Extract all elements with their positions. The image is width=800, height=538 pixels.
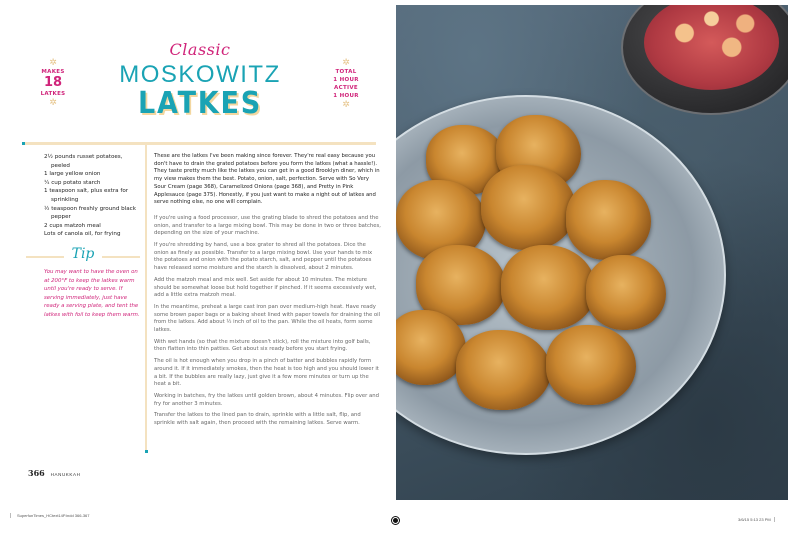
title-line-2: LATKES — [137, 86, 263, 121]
method-step: If you're using a food processor, use the grating blade to shred the potatoes and the onion, and transfer to a large mixing bowl. This may be done in two or three batches, depending on the size of your machine. — [154, 214, 381, 237]
yield-label: MAKES — [41, 69, 65, 75]
latke — [546, 325, 636, 405]
method-step: If you're shredding by hand, use a box grater to shred all the potatoes. Dice the onion as finely as possible. Transfer to a large mixing bowl. Use your hands to mix the potatoes and onion with the potato starch, salt, and pepper until the potatoes have released some moisture and the starch is dissolved, about 2 minutes. — [154, 242, 373, 272]
ingredient-item: Lots of canola oil, for frying — [44, 231, 121, 238]
ingredient-item: ¼ cup potato starch — [44, 179, 101, 186]
tip-text: You may want to have the oven on at 200°F to keep the latkes warm until you're ready to serve. If serving immediately, just have ready a serving plate, and tent the latkes with foil to keep them warm. — [44, 269, 140, 318]
active-time-label: ACTIVE — [334, 85, 358, 91]
tip-rule — [102, 256, 140, 258]
yield-value: 18 — [43, 75, 63, 90]
active-time-value: 1 HOUR — [333, 93, 359, 99]
title-line-1: MOSKOWITZ — [119, 61, 281, 88]
latke — [481, 165, 576, 250]
method-step: The oil is hot enough when you drop in a pinch of batter and bubbles rapidly form around it. If it immediately smokes, then the heat is too high and you should lower it a bit. If the bubbles are really lazy, just give it a few more minutes or turn up the heat a bit. — [154, 358, 379, 388]
ingredient-item: 2½ pounds russet potatoes, peeled — [44, 154, 123, 169]
total-time-label: TOTAL — [335, 69, 357, 75]
left-page — [0, 0, 396, 538]
ingredient-item: ½ teaspoon freshly ground black pepper — [44, 205, 137, 221]
method-column — [154, 153, 382, 432]
method-step: Working in batches, fry the latkes until golden brown, about 4 minutes. Flip over and fry for another 3 minutes. — [154, 392, 379, 407]
method-step: Transfer the latkes to the lined pan to drain, sprinkle with a little salt, flip, and sprinkle with salt again, then proceed with the remaining latkes. Serve warm. — [154, 412, 361, 427]
file-slug: SuperfunTimes_HCtext14P.indd 366-367 — [10, 513, 90, 518]
tip-label: Tip — [71, 246, 95, 262]
latke — [501, 245, 596, 330]
recipe-header — [20, 36, 380, 136]
ingredient-item: 1 large yellow onion — [44, 171, 101, 178]
time-box — [326, 58, 366, 110]
ornament-icon: ✲ — [49, 98, 57, 108]
page-number: 366 — [28, 468, 45, 478]
yield-unit: LATKES — [40, 91, 66, 97]
corner-marker — [22, 142, 25, 145]
ornament-icon: ✲ — [342, 100, 350, 110]
ornament-icon: ✲ — [342, 58, 350, 68]
recipe-intro: These are the latkes I've been making since forever. They're real easy because you don't have to drain the grated potatoes before you form the latkes (what a hassle!). They taste pretty much like the latkes you can get in a good Brooklyn diner, which in my view makes them the best. Potato, onion, salt, perfection. Serve with So Very Sour Cream (page 368), Caramelized Onions (page 368), and Pretty in Pink Applesauce (page 375). Honestly, if you just want to make a night out of latkes and serve nothing else, no one will complain. — [154, 153, 380, 206]
latke — [456, 330, 551, 410]
print-timestamp: 3/6/15 5:13 23 PM — [738, 517, 775, 522]
ingredient-item: 1 teaspoon salt, plus extra for sprinkling — [44, 188, 129, 203]
header-divider — [24, 142, 376, 145]
section-name: HANUKKAH — [50, 472, 81, 477]
latke — [566, 180, 651, 260]
column-divider — [145, 145, 147, 450]
folio — [28, 468, 80, 478]
method-step: With wet hands (so that the mixture doesn't stick), roll the mixture into golf balls, then flatten into thin patties. Get about six ready before you start frying. — [154, 338, 371, 353]
ingredients-list — [44, 153, 140, 239]
latkes-photo — [396, 5, 788, 500]
latke — [586, 255, 666, 330]
method-step: In the meantime, preheat a large cast iron pan over medium-high heat. Have ready some brown paper bags or a baking sheet lined with paper towels for draining the oil from the latkes. Add about ½ inch of oil to the pan. While the oil heats, form some latkes. — [154, 303, 381, 334]
title-prefix: Classic — [169, 40, 231, 59]
ornament-icon: ✲ — [49, 58, 57, 68]
tip-heading — [24, 248, 142, 264]
corner-marker — [145, 450, 148, 453]
ingredient-item: 2 cups matzoh meal — [44, 222, 101, 229]
registration-mark-icon — [392, 517, 399, 524]
total-time-value: 1 HOUR — [333, 77, 359, 83]
method-step: Add the matzoh meal and mix well. Set aside for about 10 minutes. The mixture should be somewhat loose but hold together if pinched. If it seems excessively wet, add a little extra matzoh meal. — [154, 276, 377, 299]
